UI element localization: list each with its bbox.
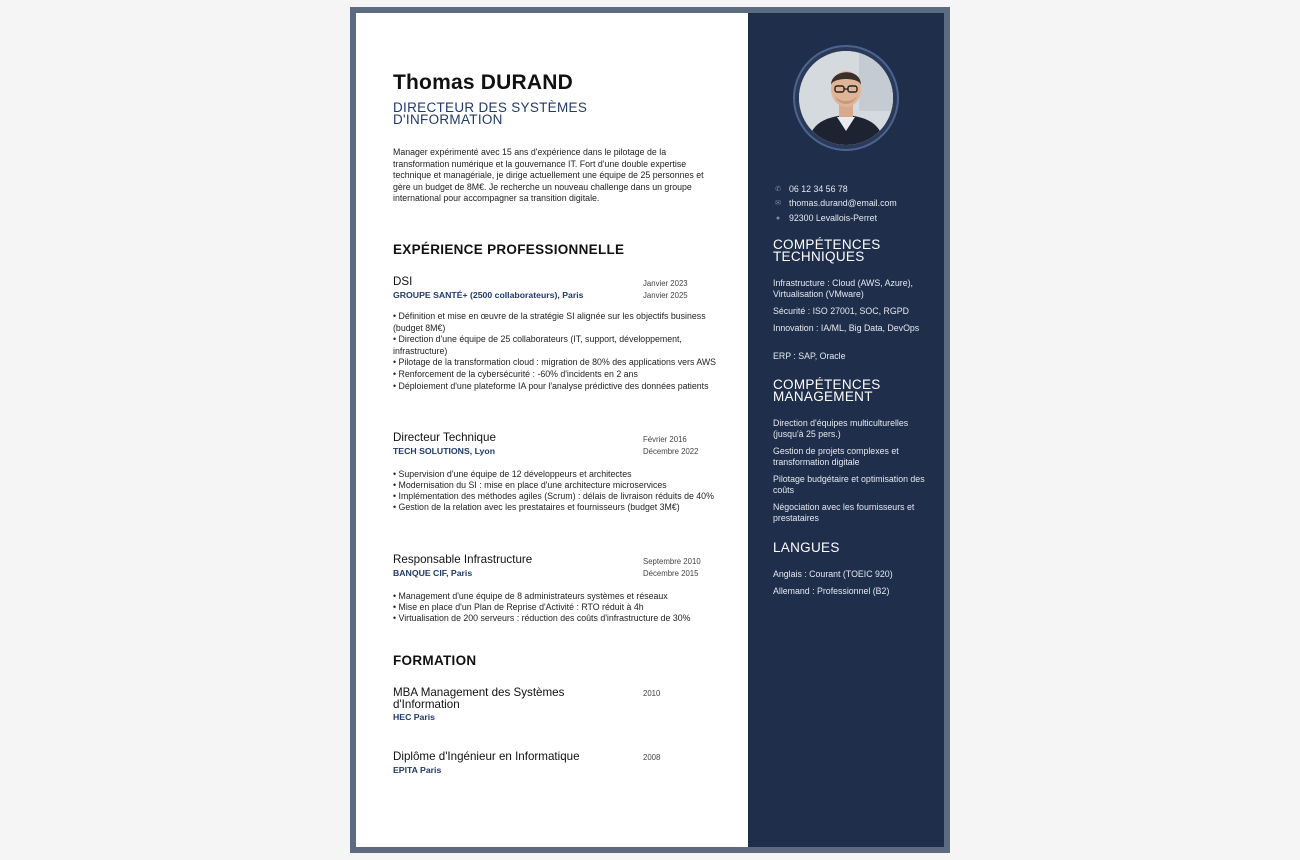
job-date-start: Septembre 2010: [643, 557, 701, 566]
mail-icon: ✉: [775, 200, 781, 207]
job-role: DSI: [393, 275, 413, 288]
location-pin-icon: ●: [775, 214, 781, 222]
job-bullet: • Management d'une équipe de 8 administrateurs systèmes et réseaux: [393, 591, 668, 601]
job-date-end: Décembre 2022: [643, 446, 699, 456]
job-bullet: • Mise en place d'un Plan de Reprise d'Activité : RTO réduit à 4h: [393, 602, 644, 612]
person-name: Thomas DURAND: [393, 71, 573, 94]
job-bullet: • Pilotage de la transformation cloud : migration de 80% des applications vers AWS: [393, 357, 717, 368]
main-column: [356, 13, 748, 847]
skill-item: Direction d'équipes multiculturelles (jusqu'à 25 pers.): [773, 418, 909, 440]
experience-heading: EXPÉRIENCE PROFESSIONNELLE: [393, 242, 625, 257]
education-year: 2008: [643, 753, 661, 762]
phone-icon: ✆: [775, 186, 781, 193]
job-dates: [643, 278, 688, 301]
education-school: EPITA Paris: [393, 765, 442, 775]
job-date-start: Février 2016: [643, 435, 687, 444]
job-date-start: Janvier 2023: [643, 279, 688, 288]
skill-item: Pilotage budgétaire et optimisation des coûts: [773, 474, 925, 496]
job-bullet: • Renforcement de la cybersécurité : -60% d'incidents en 2 ans: [393, 368, 638, 379]
job-bullets: [393, 591, 717, 624]
job-company: TECH SOLUTIONS, Lyon: [393, 446, 495, 456]
job-bullet: • Déploiement d'une plateforme IA pour l'analyse prédictive des données patients: [393, 380, 709, 391]
job-bullets: [393, 469, 717, 513]
job-dates: [643, 434, 698, 457]
profile-summary: Manager expérimenté avec 15 ans d'expérience dans le pilotage de la transformation numérique et la gouvernance IT. Fort d'une double expertise technique et managériale, je dirige actuellement une équipe de 25 personnes et gère un budget de 8M€. Je recherche un nouveau challenge dans un groupe international pour accompagner sa transition digitale.: [393, 147, 704, 204]
avatar: [799, 51, 893, 145]
resume-page: [350, 7, 950, 853]
skill-item: Infrastructure : Cloud (AWS, Azure), Virtualisation (VMware): [773, 278, 913, 300]
education-heading: FORMATION: [393, 653, 477, 668]
contact-phone: [773, 184, 848, 194]
job-date-end: Janvier 2025: [643, 290, 688, 300]
phone-text: 06 12 34 56 78: [789, 184, 848, 194]
job-role: Responsable Infrastructure: [393, 553, 533, 566]
skill-item: Gestion de projets complexes et transformation digitale: [773, 446, 899, 468]
contact-address: [773, 213, 877, 223]
job-date-end: Décembre 2015: [643, 568, 699, 578]
education-school: HEC Paris: [393, 712, 436, 722]
skills-mgmt-heading: COMPÉTENCES MANAGEMENT: [773, 377, 881, 404]
sidebar: [748, 13, 944, 847]
job-bullets: [393, 311, 717, 392]
email-text: thomas.durand@email.com: [789, 198, 897, 208]
contact-email: [773, 198, 897, 208]
job-dates: [643, 556, 701, 579]
person-portrait-icon: [799, 51, 893, 145]
profile-photo: [793, 45, 899, 151]
job-bullet: • Direction d'une équipe de 25 collaborateurs (IT, support, développement, infrastructure): [393, 334, 682, 356]
job-company: GROUPE SANTÉ+ (2500 collaborateurs), Paris: [393, 290, 584, 300]
education-year: 2010: [643, 689, 661, 698]
skill-item: Négociation avec les fournisseurs et prestataires: [773, 502, 915, 524]
language-item: Anglais : Courant (TOEIC 920): [773, 569, 893, 579]
skill-item: Innovation : IA/ML, Big Data, DevOps: [773, 323, 920, 333]
skill-item: Sécurité : ISO 27001, SOC, RGPD: [773, 306, 909, 316]
job-bullet: • Implémentation des méthodes agiles (Scrum) : délais de livraison réduits de 40%: [393, 491, 714, 501]
job-role: Directeur Technique: [393, 431, 496, 444]
job-bullet: • Définition et mise en œuvre de la stratégie SI alignée sur les objectifs business (budget 8M€): [393, 311, 706, 333]
job-bullet: • Gestion de la relation avec les prestataires et fournisseurs (budget 3M€): [393, 502, 680, 512]
education-degree: Diplôme d'Ingénieur en Informatique: [393, 750, 580, 763]
job-bullet: • Virtualisation de 200 serveurs : réduction des coûts d'infrastructure de 30%: [393, 613, 691, 623]
education-degree: MBA Management des Systèmes d'Information: [393, 686, 565, 711]
language-item: Allemand : Professionnel (B2): [773, 586, 890, 596]
job-company: BANQUE CIF, Paris: [393, 568, 473, 578]
address-text: 92300 Levallois-Perret: [789, 213, 878, 223]
skills-tech-heading: COMPÉTENCES TECHNIQUES: [773, 237, 881, 264]
skill-item: ERP : SAP, Oracle: [773, 351, 846, 361]
languages-heading: LANGUES: [773, 540, 840, 555]
job-bullet: • Supervision d'une équipe de 12 développeurs et architectes: [393, 469, 632, 479]
job-bullet: • Modernisation du SI : mise en place d'une architecture microservices: [393, 480, 667, 490]
person-title: DIRECTEUR DES SYSTÈMES D'INFORMATION: [393, 100, 588, 127]
